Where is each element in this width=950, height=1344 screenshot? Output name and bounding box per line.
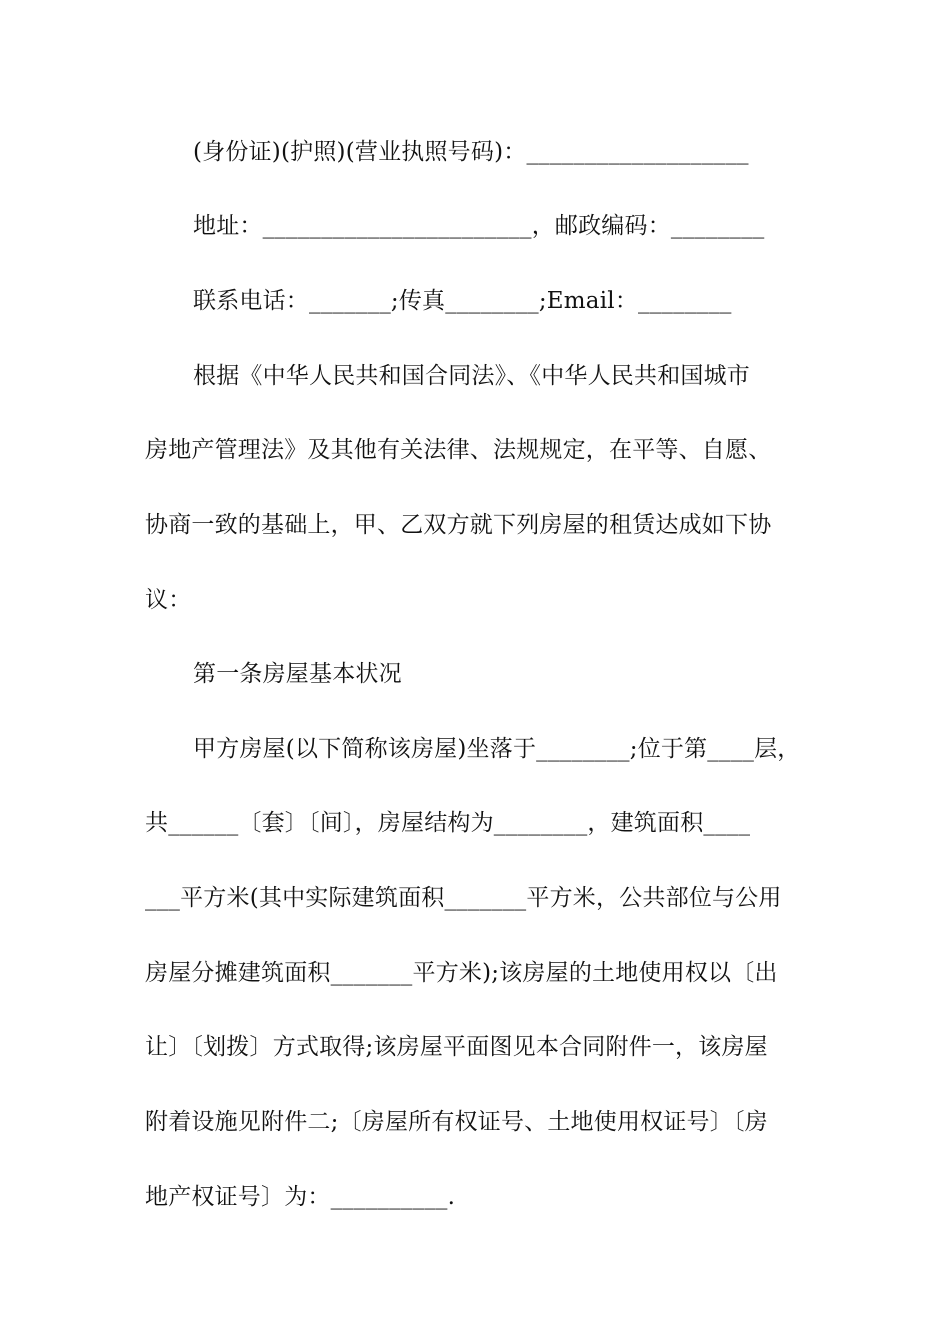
id-number-line: (身份证)(护照)(营业执照号码)：___________________ — [193, 139, 749, 165]
contact-line: 联系电话：_______;传真________;Email：________ — [193, 288, 732, 314]
paragraph-line: 根据《中华人民共和国合同法》、《中华人民共和国城市 — [193, 363, 750, 389]
paragraph-line: 房屋分摊建筑面积_______平方米);该房屋的土地使用权以〔出 — [145, 960, 778, 986]
paragraph-line: 甲方房屋(以下简称该房屋)坐落于________;位于第____层， — [193, 736, 801, 762]
paragraph-line: 房地产管理法》及其他有关法律、法规规定，在平等、自愿、 — [145, 437, 772, 463]
paragraph-line: 议： — [145, 587, 192, 613]
address-line: 地址：_______________________，邮政编码：________ — [193, 213, 765, 239]
paragraph-line: 附着设施见附件二;〔房屋所有权证号、土地使用权证号〕〔房 — [145, 1109, 768, 1135]
paragraph-line: 让〕〔划拨〕方式取得;该房屋平面图见本合同附件一，该房屋 — [145, 1034, 768, 1060]
paragraph-line: 地产权证号〕为：__________. — [145, 1184, 456, 1210]
paragraph-line: 共______〔套〕〔间〕，房屋结构为________，建筑面积____ — [145, 810, 751, 836]
paragraph-line: 协商一致的基础上，甲、乙双方就下列房屋的租赁达成如下协 — [145, 512, 772, 538]
section-heading: 第一条房屋基本状况 — [193, 661, 402, 687]
paragraph-line: ___平方米(其中实际建筑面积_______平方米，公共部位与公用 — [145, 885, 782, 911]
